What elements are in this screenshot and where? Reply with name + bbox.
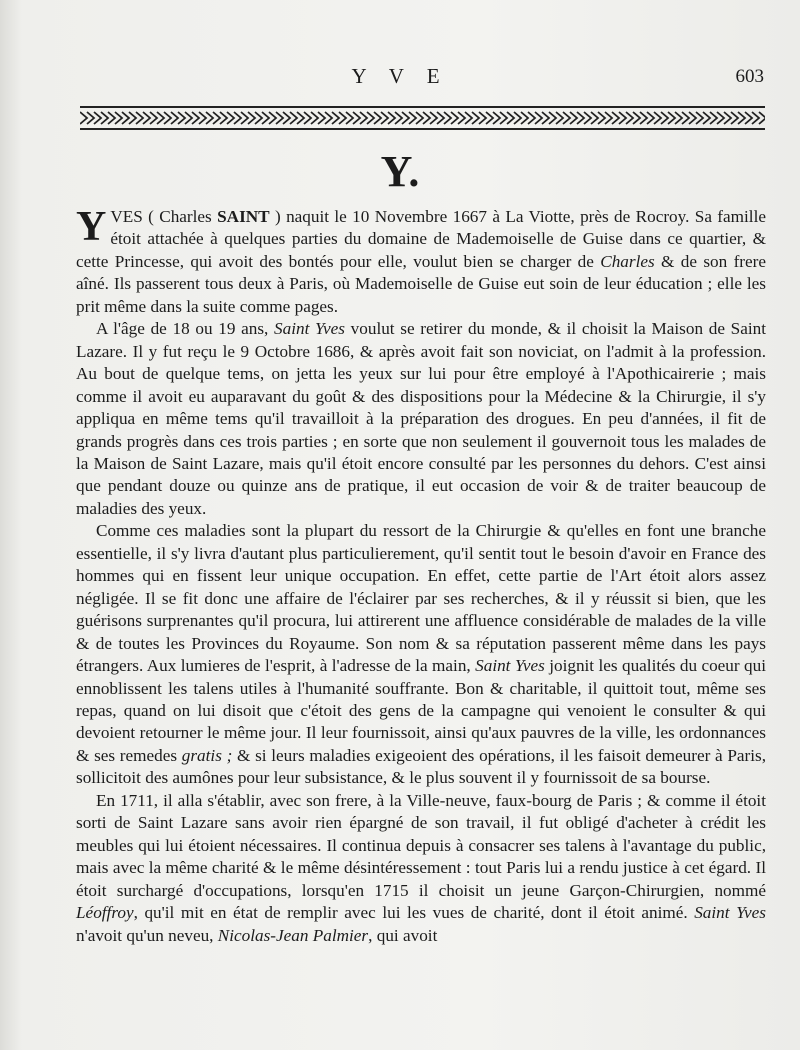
article-text	[76, 206, 766, 947]
paragraph-2: A l'âge de 18 ou 19 ans, Saint Yves voulut se retirer du monde, & il choisit la Maison de Saint Lazare. Il y fut reçu le 9 Octobre 1686, & après avoit fait son noviciat, on l'admit à la profession. Au bout de quelque tems, on jetta les yeux sur lui pour être employé à l'Apothicairerie ; mais comme il avoit eu auparavant du goût & des dispositions pour la Médecine & la Chirurgie, il s'y appliqua en même tems qu'il travailloit à la préparation des drogues. En peu d'années, il fit de grands progrès dans ces trois parties ; en sorte que non seulement il gouvernoit tous les malades de la Maison de Saint Lazare, mais qu'il étoit encore consulté par les personnes du dehors. C'est ainsi que pendant douze ou quinze ans de pratique, il eut occasion de voir & de traiter beaucoup de maladies des yeux.	[76, 319, 766, 518]
page-number: 603	[735, 66, 764, 87]
section-letter: Y.	[380, 147, 420, 196]
paragraph-3: Comme ces maladies sont la plupart du ressort de la Chirurgie & qu'elles en font une branche essentielle, il s'y livra d'autant plus particulierement, qu'il sentit tout le besoin d'avoir en France des hommes qui en fissent leur unique occupation. En effet, cette partie de l'Art étoit alors assez négligée. Il se fit donc une affaire de l'éclairer par ses recherches, & il y réussit si bien, que les guérisons surprenantes qu'il procura, lui attirerent une affluence considérable de malades de la ville & de toutes les Provinces du Royaume. Son nom & sa réputation passerent même dans les pays étrangers. Aux lumieres de l'esprit, à l'adresse de la main, Saint Yves joignit les qualités du coeur qui ennoblissent les talens utiles à l'humanité souffrante. Bon & charitable, il quittoit tout, même ses repas, quand on lui disoit que c'étoit des gens de la campagne qui venoient le consulter & qui devoient retourner le même jour. Il leur fournissoit, ainsi qu'aux pauvres de la ville, les ordonnances & ses remedes gratis ; & si leurs maladies exigeoient des opérations, il les faisoit demeurer à Paris, sollicitoit des aumônes pour leur subsistance, & le plus souvent il y fournissoit de sa bourse.	[76, 521, 767, 788]
running-head: Y V E	[351, 64, 449, 88]
paragraph-4: En 1711, il alla s'établir, avec son frere, à la Ville-neuve, faux-bourg de Paris ; & comme il étoit sorti de Saint Lazare sans avoir rien épargné de son travail, il fut obligé d'acheter à crédit les meubles qui lui étoient nécessaires. Il continua depuis à consacrer ses talens à l'avantage du public, mais avec la même charité & le même désintéressement : tout Paris lui a rendu justice à cet égard. Il étoit surchargé d'occupations, lorsqu'en 1715 il choisit un jeune Garçon-Chirurgien, nommé Léoffroy, qu'il mit en état de remplir avec lui les vues de charité, dont il étoit animé. Saint Yves n'avoit qu'un neveu, Nicolas-Jean Palmier, qui avoit	[76, 790, 766, 945]
decorative-rule-icon	[80, 104, 765, 132]
paragraph-1: YVES ( Charles SAINT ) naquit le 10 Novembre 1667 à La Viotte, près de Rocroy. Sa famille étoit attachée à quelques parties du domaine de Mademoiselle de Guise dans ce quartier, & cette Princesse, qui avoit des bontés pour elle, voulut bien se charger de Charles & de son frere aîné. Ils passerent tous deux à Paris, où Mademoiselle de Guise eut soin de leur éducation ; elle les prit même dans la suite comme pages.	[76, 204, 766, 316]
drop-cap: Y	[76, 204, 107, 250]
